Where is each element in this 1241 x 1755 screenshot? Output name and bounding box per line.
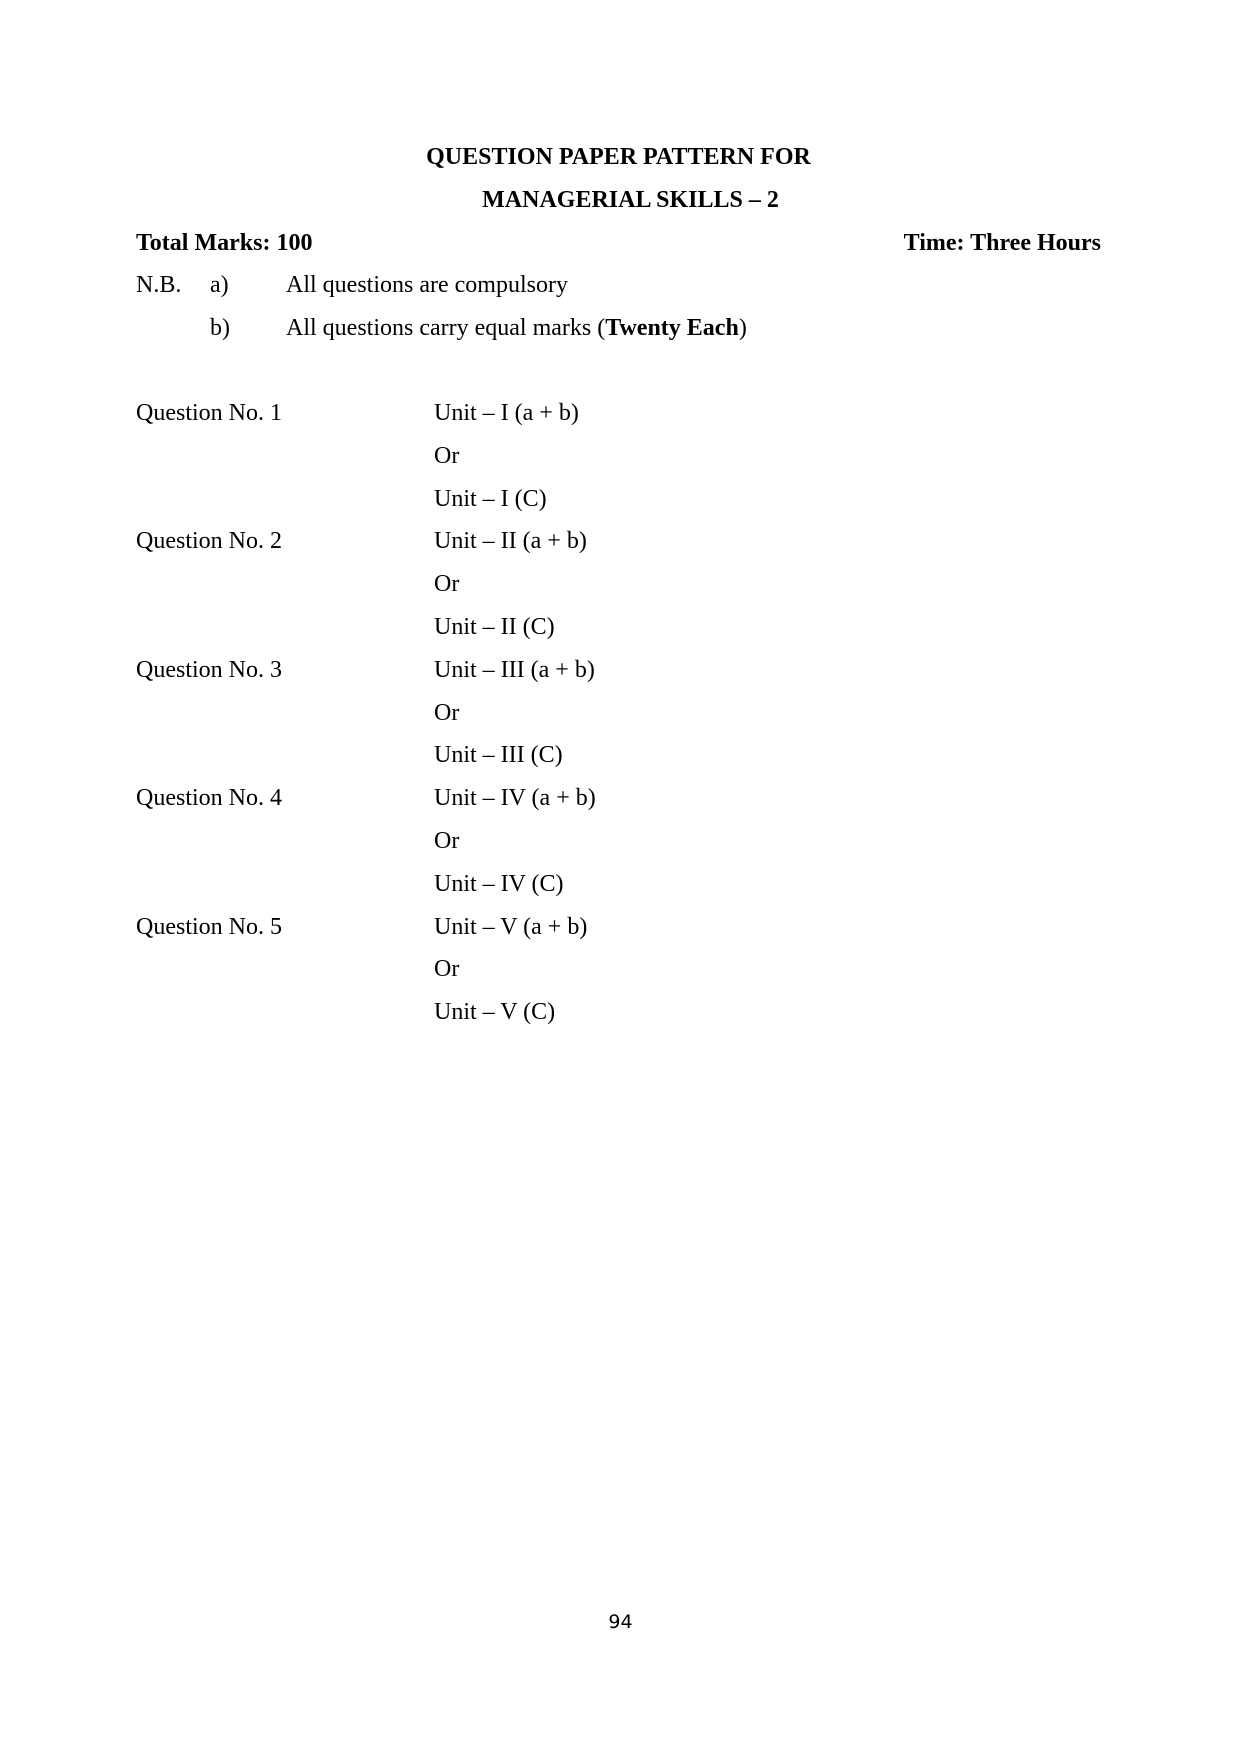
question-row [136,569,836,612]
unit-option: Unit – II (a + b) [434,528,587,555]
total-marks: Total Marks: 100 [136,230,313,256]
question-row [136,954,836,997]
question-row [136,869,836,912]
question-label: Question No. 4 [136,785,282,812]
unit-option: Unit – II (C) [434,613,555,640]
unit-option: Unit – III (a + b) [434,656,595,683]
question-row [136,783,836,826]
page-title-line-1: QUESTION PAPER PATTERN FOR [426,144,811,170]
question-row [136,655,836,698]
note-letter: a) [210,272,229,298]
unit-option: Unit – III (C) [434,742,563,769]
or-separator: Or [434,956,460,983]
question-row [136,526,836,569]
note-prefix: N.B. [136,272,182,298]
question-row [136,912,836,955]
question-row [136,698,836,741]
time-allowed: Time: Three Hours [903,230,1101,256]
question-row [136,398,836,441]
question-pattern-table [136,398,836,1040]
question-row [136,612,836,655]
question-row [136,441,836,484]
or-separator: Or [434,571,460,598]
note-text [286,313,747,343]
page-number: 94 [608,1611,633,1633]
question-label: Question No. 3 [136,656,282,683]
question-label: Question No. 1 [136,400,282,426]
note-text-plain: All questions carry equal marks ( [286,315,606,341]
page-title-line-2: MANAGERIAL SKILLS – 2 [482,187,779,213]
question-row [136,826,836,869]
note-text-bold: Twenty Each [605,315,739,341]
question-row [136,740,836,783]
unit-option: Unit – V (C) [434,999,556,1026]
question-label: Question No. 5 [136,913,282,940]
marks-time-row [136,228,1101,258]
note-text-close: ) [738,315,747,341]
unit-option: Unit – V (a + b) [434,913,588,940]
question-row [136,484,836,527]
or-separator: Or [434,442,460,469]
question-row [136,997,836,1040]
or-separator: Or [434,699,460,726]
unit-option: Unit – I (a + b) [434,400,579,426]
or-separator: Or [434,827,460,854]
unit-option: Unit – IV (a + b) [434,785,596,812]
question-label: Question No. 2 [136,528,282,555]
unit-option: Unit – IV (C) [434,870,564,897]
unit-option: Unit – I (C) [434,485,547,512]
note-letter: b) [210,315,230,341]
note-text: All questions are compulsory [286,272,568,298]
